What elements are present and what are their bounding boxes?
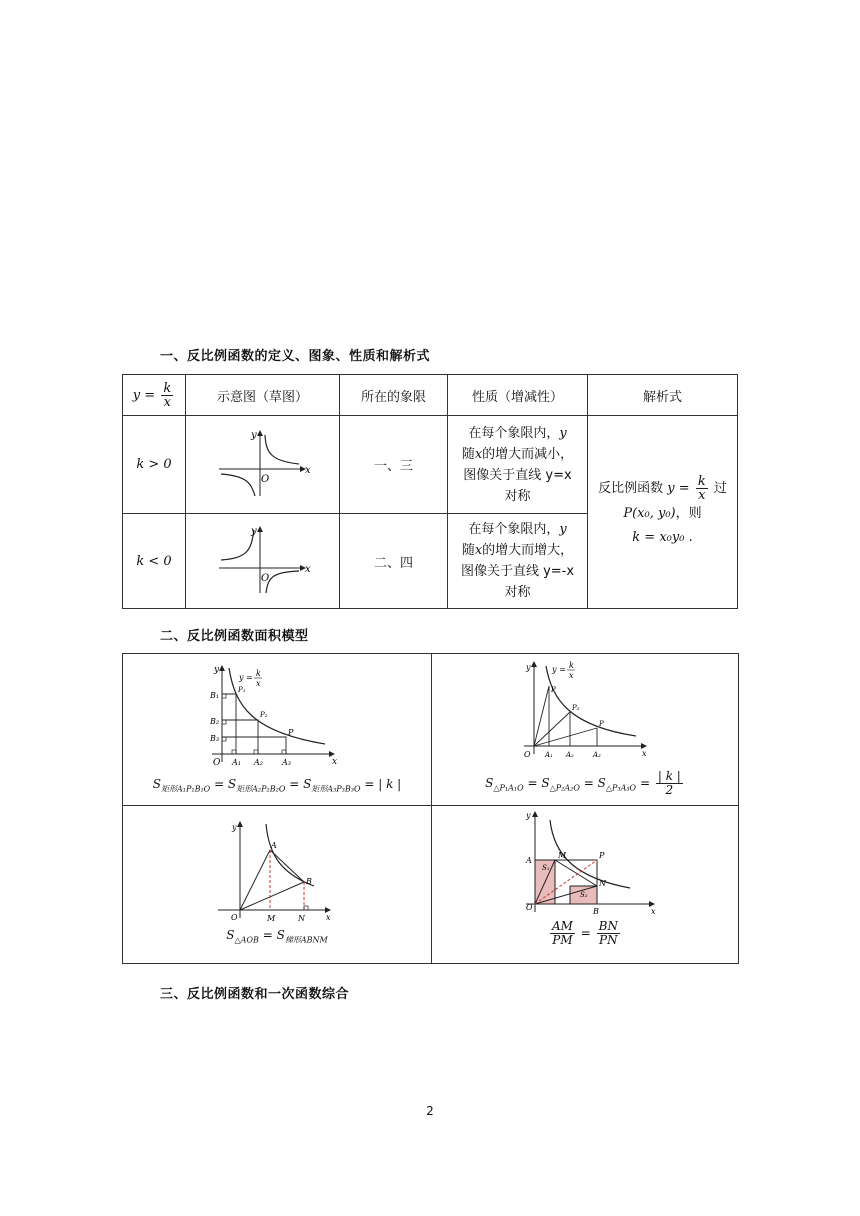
frac-den: PM — [552, 933, 573, 947]
table-row — [123, 806, 739, 964]
point-m-label: M — [558, 851, 567, 860]
frac-num: BN — [598, 919, 618, 933]
prop-text: 随 — [461, 446, 475, 462]
sketch-k-positive — [186, 416, 340, 514]
area-model-rectangles — [123, 654, 432, 806]
formula-part: = — [580, 926, 591, 940]
axis-y-label: y — [250, 429, 257, 441]
analytic-point: P(x₀, y₀) — [623, 505, 676, 521]
point-p-label: P — [288, 728, 294, 737]
area-model-table — [122, 653, 739, 964]
definition-table — [122, 374, 738, 609]
point-a3-label: A₃ — [282, 758, 291, 767]
origin-label: O — [524, 750, 531, 759]
formula-part: = S — [583, 776, 606, 790]
formula-part: = S — [214, 777, 237, 791]
hyperbola-negative-graph — [213, 524, 313, 594]
analytic-cell — [588, 416, 738, 609]
axis-x-label: x — [304, 464, 311, 476]
formula-fraction — [597, 920, 620, 947]
formula-sub: △P₃A₃O — [605, 783, 637, 793]
formula-part: S — [485, 776, 494, 790]
point-b3-label: B₃ — [210, 734, 220, 743]
trapezoid-area-graph — [212, 818, 342, 926]
analytic-text: 反比例函数 — [598, 480, 664, 496]
point-b1-label: B₁ — [210, 691, 220, 700]
analytic-result: k = x₀y₀ . — [632, 529, 693, 545]
origin-label: O — [213, 758, 221, 768]
area-s2-label: S₂ — [580, 891, 588, 899]
point-a3-label: A₃ — [593, 751, 601, 759]
quadrant-k-negative: 二、四 — [340, 514, 448, 609]
formula-part: = S — [527, 776, 550, 790]
point-a2-label: A₂ — [566, 751, 574, 759]
formula-part: = S — [262, 928, 285, 942]
frac-num: | k | — [657, 769, 681, 783]
point-a1-label: A₁ — [545, 751, 553, 759]
prop-text: 在每个象限内， — [468, 522, 560, 537]
origin-label: O — [260, 473, 269, 485]
formula-fraction — [550, 920, 575, 947]
formula-sub: △P₂A₂O — [549, 783, 580, 793]
point-b-label: B — [593, 907, 599, 916]
point-p1-label: P₁ — [238, 686, 246, 694]
prop-var: y — [559, 522, 567, 537]
point-a1-label: A₁ — [232, 758, 241, 767]
point-n-label: N — [298, 914, 305, 923]
point-p2-label: P₂ — [260, 711, 268, 719]
area-model-triangles — [432, 654, 739, 806]
axis-x-label: x — [642, 749, 647, 758]
prop-text: 对称 — [504, 585, 531, 600]
triangle-area-graph — [520, 660, 650, 760]
point-p-label: P — [551, 686, 556, 694]
header-sketch: 示意图（草图） — [186, 375, 340, 416]
property-k-negative — [448, 514, 588, 609]
analytic-frac-num: k — [697, 473, 706, 489]
prop-var: x — [474, 543, 483, 558]
equation-num: k — [569, 661, 574, 670]
formula-sub: 矩形A₃P₃B₃O — [311, 784, 361, 794]
formula-part: S — [152, 777, 162, 791]
table-header-row — [123, 375, 738, 416]
table-row — [123, 416, 738, 514]
header-fraction — [161, 382, 173, 409]
property-k-positive — [448, 416, 588, 514]
header-function — [123, 375, 186, 416]
prop-text: 的增大而减小， — [482, 446, 574, 462]
analytic-text: ，则 — [675, 505, 702, 521]
section-1-title: 一、反比例函数的定义、图象、性质和解析式 — [160, 349, 431, 364]
axis-x-label: x — [326, 913, 331, 922]
axis-y-label: y — [232, 823, 237, 832]
trapezoid-area-formula — [123, 928, 431, 945]
point-p2-label: P₂ — [572, 704, 580, 712]
formula-part: = | k | — [364, 777, 402, 791]
point-p-label: P — [599, 720, 604, 728]
equation-num: k — [256, 669, 261, 678]
sketch-k-negative — [186, 514, 340, 609]
prop-text: 图像关于直线 y=x — [463, 467, 572, 483]
formula-sub: △AOB — [234, 935, 259, 945]
analytic-fraction — [696, 475, 708, 502]
formula-part: = — [639, 776, 651, 790]
point-a2-label: A₂ — [254, 758, 263, 767]
prop-text: 在每个象限内， — [468, 425, 560, 441]
formula-sub: 矩形A₂P₂B₂O — [236, 784, 286, 794]
prop-var: y — [559, 425, 567, 441]
axis-x-label: x — [332, 757, 338, 767]
formula-sub: △P₁A₁O — [493, 783, 524, 793]
equation-lhs: y = — [239, 673, 253, 682]
point-p-label: P — [599, 851, 605, 860]
frac-den: 2 — [665, 783, 674, 797]
area-s1-label: S₁ — [542, 864, 550, 872]
point-a-label: A — [271, 841, 277, 850]
frac-den: PN — [599, 933, 618, 947]
prop-text: 的增大而增大， — [482, 543, 574, 558]
point-a-label: A — [526, 856, 532, 865]
analytic-text: 过 — [713, 480, 727, 496]
point-b2-label: B₂ — [210, 717, 220, 726]
point-b-label: B — [306, 877, 312, 886]
equation-den: x — [569, 671, 574, 680]
analytic-lhs: y = — [667, 480, 690, 496]
analytic-frac-den: x — [698, 487, 706, 503]
origin-label: O — [526, 903, 533, 912]
axis-y-label: y — [526, 663, 531, 672]
header-frac-den: x — [163, 394, 171, 410]
prop-text: 图像关于直线 y=-x — [460, 564, 575, 579]
header-analytic: 解析式 — [588, 375, 738, 416]
triangle-area-formula — [432, 770, 738, 797]
page-number: 2 — [426, 1104, 434, 1118]
frac-num: AM — [552, 919, 573, 933]
ratio-formula — [432, 920, 738, 947]
axis-y-label: y — [250, 526, 257, 537]
header-quadrant: 所在的象限 — [340, 375, 448, 416]
section-3-title: 三、反比例函数和一次函数综合 — [160, 987, 350, 1002]
area-model-trapezoid — [123, 806, 432, 964]
rectangle-area-graph — [202, 662, 352, 774]
formula-fraction — [656, 770, 683, 797]
formula-part: = S — [289, 777, 312, 791]
equation-lhs: y = — [552, 665, 566, 674]
prop-text: 随 — [461, 543, 475, 558]
header-property: 性质（增减性） — [448, 375, 588, 416]
formula-sub: 矩形A₁P₁B₁O — [161, 784, 211, 794]
k-positive-cell: k > 0 — [123, 416, 186, 514]
rectangle-area-formula — [123, 777, 431, 794]
quadrant-k-positive: 一、三 — [340, 416, 448, 514]
formula-sub: 梯形ABNM — [284, 935, 328, 945]
section-2-title: 二、反比例函数面积模型 — [160, 629, 309, 644]
point-n-label: N — [599, 879, 606, 888]
axis-x-label: x — [651, 907, 656, 916]
table-row — [123, 654, 739, 806]
axis-x-label: x — [304, 564, 311, 575]
prop-text: 对称 — [504, 488, 531, 504]
axis-y-label: y — [214, 665, 220, 675]
origin-label: O — [231, 913, 238, 922]
ratio-graph — [510, 808, 660, 916]
area-model-ratio — [432, 806, 739, 964]
point-m-label: M — [267, 914, 276, 923]
formula-part: S — [226, 928, 235, 942]
prop-var: x — [474, 446, 483, 462]
axis-y-label: y — [526, 811, 531, 820]
k-negative-cell: k < 0 — [123, 514, 186, 609]
hyperbola-positive-graph — [213, 428, 313, 498]
equation-den: x — [256, 679, 261, 688]
header-lhs: y = — [132, 387, 156, 403]
origin-label: O — [260, 573, 269, 584]
header-frac-num: k — [163, 380, 172, 396]
